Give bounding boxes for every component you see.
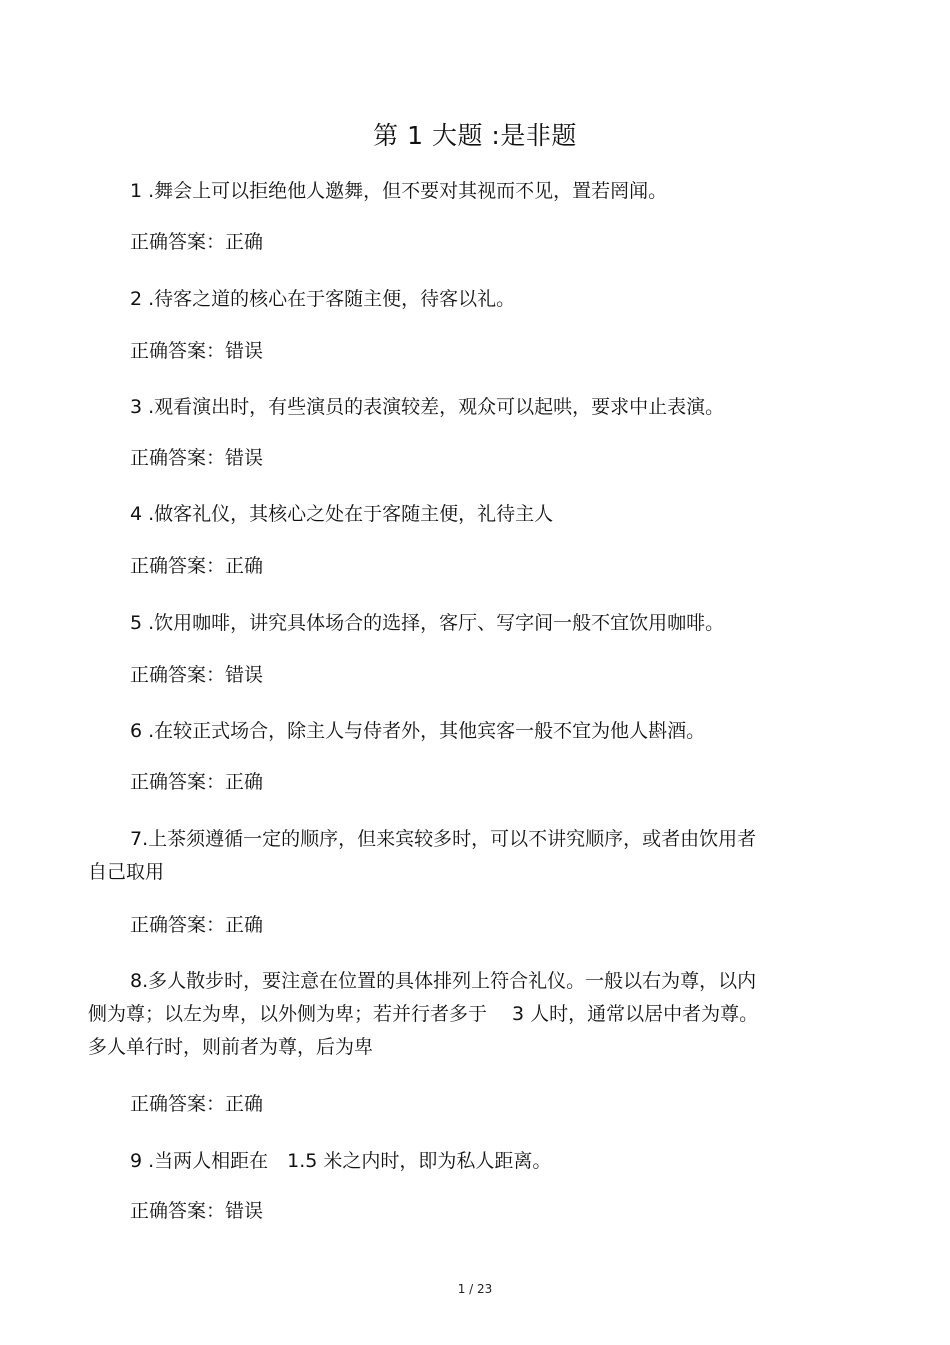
answer-7: 正确答案：正确 xyxy=(130,914,264,936)
question-2: 2 .待客之道的核心在于客随主便，待客以礼。 xyxy=(130,288,516,310)
answer-5: 正确答案：错误 xyxy=(130,664,264,686)
answer-2: 正确答案：错误 xyxy=(130,340,264,362)
answer-9: 正确答案：错误 xyxy=(130,1200,264,1222)
question-6: 6 .在较正式场合，除主人与侍者外，其他宾客一般不宜为他人斟酒。 xyxy=(130,720,706,742)
question-7-line-1: 7.上茶须遵循一定的顺序，但来宾较多时，可以不讲究顺序，或者由饮用者 xyxy=(130,828,757,850)
question-9: 9 .当两人相距在 1.5 米之内时，即为私人距离。 xyxy=(130,1150,552,1172)
answer-3: 正确答案：错误 xyxy=(130,447,264,469)
question-7-line-2: 自己取用 xyxy=(88,861,165,883)
answer-4: 正确答案：正确 xyxy=(130,555,264,577)
question-8-line-3: 多人单行时，则前者为尊，后为卑 xyxy=(88,1036,374,1058)
question-4: 4 .做客礼仪，其核心之处在于客随主便，礼待主人 xyxy=(130,503,554,525)
answer-6: 正确答案：正确 xyxy=(130,771,264,793)
answer-8: 正确答案：正确 xyxy=(130,1093,264,1115)
answer-1: 正确答案：正确 xyxy=(130,231,264,253)
question-7 xyxy=(88,824,828,890)
question-8-line-1: 8.多人散步时，要注意在位置的具体排列上符合礼仪。一般以右为尊，以内 xyxy=(130,970,757,992)
question-8 xyxy=(88,966,828,1065)
page-number: 1 / 23 xyxy=(457,1282,493,1296)
page-title: 第 1 大题 :是非题 xyxy=(373,121,577,150)
question-1: 1 .舞会上可以拒绝他人邀舞，但不要对其视而不见，置若罔闻。 xyxy=(130,180,668,202)
question-3: 3 .观看演出时，有些演员的表演较差，观众可以起哄，要求中止表演。 xyxy=(130,396,725,418)
question-8-line-2: 侧为尊；以左为卑，以外侧为卑；若并行者多于 3 人时，通常以居中者为尊。 xyxy=(88,1003,759,1025)
question-5: 5 .饮用咖啡，讲究具体场合的选择，客厅、写字间一般不宜饮用咖啡。 xyxy=(130,612,725,634)
